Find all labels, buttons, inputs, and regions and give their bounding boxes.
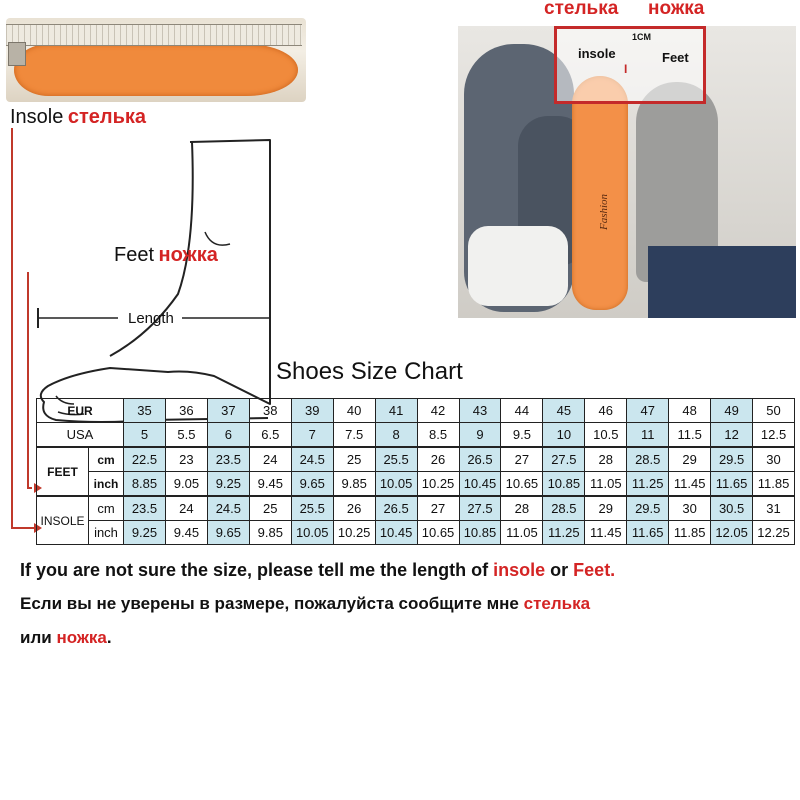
- photo-cm: 1CM: [632, 32, 652, 42]
- insole-header: INSOLE: [37, 496, 89, 545]
- eur-cell: 50: [753, 399, 795, 423]
- insole-inch-cell: 11.05: [501, 521, 543, 545]
- insole-inch-cell: 11.85: [669, 521, 711, 545]
- feet-inch-cell: 8.85: [124, 472, 166, 497]
- feet-cm-cell: 22.5: [124, 447, 166, 472]
- feet-inch-cell: 10.25: [417, 472, 459, 497]
- insole-inch-cell: 11.25: [543, 521, 585, 545]
- usa-cell: 9: [459, 423, 501, 448]
- usa-cell: 10: [543, 423, 585, 448]
- usa-cell: 12: [711, 423, 753, 448]
- insole-inch-cell: 9.85: [249, 521, 291, 545]
- note-russian-2: [20, 628, 112, 648]
- photo-feet-en: Feet: [662, 50, 689, 65]
- usa-cell: 6: [207, 423, 249, 448]
- feet-cm-cell: 28.5: [627, 447, 669, 472]
- table-row-feet-cm: [37, 447, 795, 472]
- insole-cm-cell: 29.5: [627, 496, 669, 521]
- usa-cell: 10.5: [585, 423, 627, 448]
- feet-label-ru: ножка: [158, 244, 218, 266]
- insole-cm-cell: 27.5: [459, 496, 501, 521]
- insole-cm-unit: cm: [89, 496, 124, 521]
- usa-cell: 6.5: [249, 423, 291, 448]
- size-chart-table: [36, 398, 795, 545]
- feet-inch-cell: 11.05: [585, 472, 627, 497]
- insole-cm-cell: 24.5: [207, 496, 249, 521]
- usa-header: USA: [37, 423, 124, 448]
- insole-inch-cell: 12.25: [753, 521, 795, 545]
- insole-cm-cell: 24: [165, 496, 207, 521]
- feet-cm-cell: 30: [753, 447, 795, 472]
- page-title: Shoes Size Chart: [276, 358, 463, 385]
- photo-insole-ru: стелька: [544, 0, 619, 19]
- usa-cell: 5: [124, 423, 166, 448]
- insole-inch-cell: 11.65: [627, 521, 669, 545]
- insole-cm-cell: 31: [753, 496, 795, 521]
- table-row-eur: [37, 399, 795, 423]
- eur-cell: 35: [124, 399, 166, 423]
- feet-inch-cell: 10.45: [459, 472, 501, 497]
- eur-cell: 45: [543, 399, 585, 423]
- feet-cm-cell: 27: [501, 447, 543, 472]
- insole-inch-cell: 9.45: [165, 521, 207, 545]
- comparison-frame: [554, 26, 706, 104]
- eur-cell: 38: [249, 399, 291, 423]
- insole-cm-cell: 29: [585, 496, 627, 521]
- feet-cm-unit: cm: [89, 447, 124, 472]
- eur-cell: 46: [585, 399, 627, 423]
- feet-inch-cell: 9.25: [207, 472, 249, 497]
- insole-cm-cell: 27: [417, 496, 459, 521]
- insole-cm-cell: 28: [501, 496, 543, 521]
- table-row-insole-inch: [37, 521, 795, 545]
- eur-cell: 39: [291, 399, 333, 423]
- note-russian: [20, 594, 590, 614]
- feet-cm-cell: 25: [333, 447, 375, 472]
- usa-cell: 9.5: [501, 423, 543, 448]
- eur-cell: 48: [669, 399, 711, 423]
- note-russian-text: Если вы не уверены в размере, пожалуйста: [20, 594, 394, 613]
- usa-cell: 11: [627, 423, 669, 448]
- insole-image: [14, 44, 298, 96]
- feet-inch-cell: 11.45: [669, 472, 711, 497]
- usa-cell: 8: [375, 423, 417, 448]
- feet-cm-cell: 29.5: [711, 447, 753, 472]
- length-label: Length: [128, 310, 174, 327]
- eur-header: EUR: [37, 399, 124, 423]
- note-russian-text-2: сообщите мне: [398, 594, 519, 613]
- usa-cell: 5.5: [165, 423, 207, 448]
- feet-inch-cell: 9.45: [249, 472, 291, 497]
- usa-cell: 7: [291, 423, 333, 448]
- eur-cell: 40: [333, 399, 375, 423]
- feet-cm-cell: 23: [165, 447, 207, 472]
- note-english-text: If you are not sure the size, please tell me the length of: [20, 560, 489, 580]
- eur-cell: 41: [375, 399, 417, 423]
- photo-insole-en: insole: [578, 46, 616, 61]
- eur-cell: 37: [207, 399, 249, 423]
- eur-cell: 49: [711, 399, 753, 423]
- insole-inch-cell: 10.65: [417, 521, 459, 545]
- note-english-insole: insole: [493, 560, 546, 580]
- insole-label-ru: стелька: [67, 106, 147, 128]
- insole-cm-cell: 23.5: [124, 496, 166, 521]
- feet-header: FEET: [37, 447, 89, 496]
- insole-cm-cell: 26.5: [375, 496, 417, 521]
- table-row-feet-inch: [37, 472, 795, 497]
- eur-cell: 44: [501, 399, 543, 423]
- photo-cm-marker: I: [624, 62, 628, 76]
- jeans-image: [648, 246, 796, 318]
- note-english: [20, 560, 615, 581]
- shoe-insole-sock-photo: [458, 26, 796, 318]
- tape-clip: [8, 42, 26, 66]
- note-russian-or: или: [20, 628, 52, 647]
- usa-cell: 7.5: [333, 423, 375, 448]
- note-russian-insole: стелька: [523, 594, 591, 613]
- feet-cm-cell: 24: [249, 447, 291, 472]
- feet-cm-cell: 26.5: [459, 447, 501, 472]
- insole-inch-cell: 10.85: [459, 521, 501, 545]
- eur-cell: 36: [165, 399, 207, 423]
- feet-cm-cell: 26: [417, 447, 459, 472]
- feet-label: [114, 244, 218, 267]
- feet-cm-cell: 29: [669, 447, 711, 472]
- note-english-or: or: [550, 560, 569, 580]
- insole-cm-cell: 25.5: [291, 496, 333, 521]
- feet-cm-cell: 23.5: [207, 447, 249, 472]
- note-russian-dot: .: [106, 628, 112, 647]
- table-row-insole-cm: [37, 496, 795, 521]
- feet-inch-cell: 11.65: [711, 472, 753, 497]
- note-russian-feet: ножка: [56, 628, 107, 647]
- table-row-usa: [37, 423, 795, 448]
- insole-inch-cell: 11.45: [585, 521, 627, 545]
- insole-cm-cell: 30.5: [711, 496, 753, 521]
- insole-inch-cell: 10.45: [375, 521, 417, 545]
- eur-cell: 42: [417, 399, 459, 423]
- insole-cm-cell: 26: [333, 496, 375, 521]
- feet-cm-cell: 28: [585, 447, 627, 472]
- sneaker-sole: [468, 226, 568, 306]
- eur-cell: 43: [459, 399, 501, 423]
- eur-cell: 47: [627, 399, 669, 423]
- note-english-feet: Feet.: [573, 560, 616, 580]
- insole-inch-cell: 10.25: [333, 521, 375, 545]
- insole-inch-cell: 12.05: [711, 521, 753, 545]
- insole-label-en: Insole: [10, 106, 64, 128]
- feet-inch-cell: 9.05: [165, 472, 207, 497]
- feet-inch-cell: 10.05: [375, 472, 417, 497]
- insole-inch-unit: inch: [89, 521, 124, 545]
- insole-brand: Fashion: [598, 193, 611, 231]
- feet-inch-cell: 11.25: [627, 472, 669, 497]
- insole-inch-cell: 10.05: [291, 521, 333, 545]
- insole-inch-cell: 9.25: [124, 521, 166, 545]
- usa-cell: 12.5: [753, 423, 795, 448]
- feet-cm-cell: 24.5: [291, 447, 333, 472]
- feet-inch-cell: 9.85: [333, 472, 375, 497]
- insole-cm-cell: 30: [669, 496, 711, 521]
- feet-cm-cell: 27.5: [543, 447, 585, 472]
- usa-cell: 11.5: [669, 423, 711, 448]
- feet-label-en: Feet: [114, 244, 155, 266]
- feet-inch-unit: inch: [89, 472, 124, 497]
- feet-inch-cell: 10.65: [501, 472, 543, 497]
- measuring-tape: [6, 24, 302, 46]
- insole-cm-cell: 28.5: [543, 496, 585, 521]
- insole-cm-cell: 25: [249, 496, 291, 521]
- usa-cell: 8.5: [417, 423, 459, 448]
- feet-inch-cell: 9.65: [291, 472, 333, 497]
- insole-inch-cell: 9.65: [207, 521, 249, 545]
- feet-inch-cell: 11.85: [753, 472, 795, 497]
- feet-inch-cell: 10.85: [543, 472, 585, 497]
- feet-cm-cell: 25.5: [375, 447, 417, 472]
- photo-feet-ru: ножка: [648, 0, 705, 19]
